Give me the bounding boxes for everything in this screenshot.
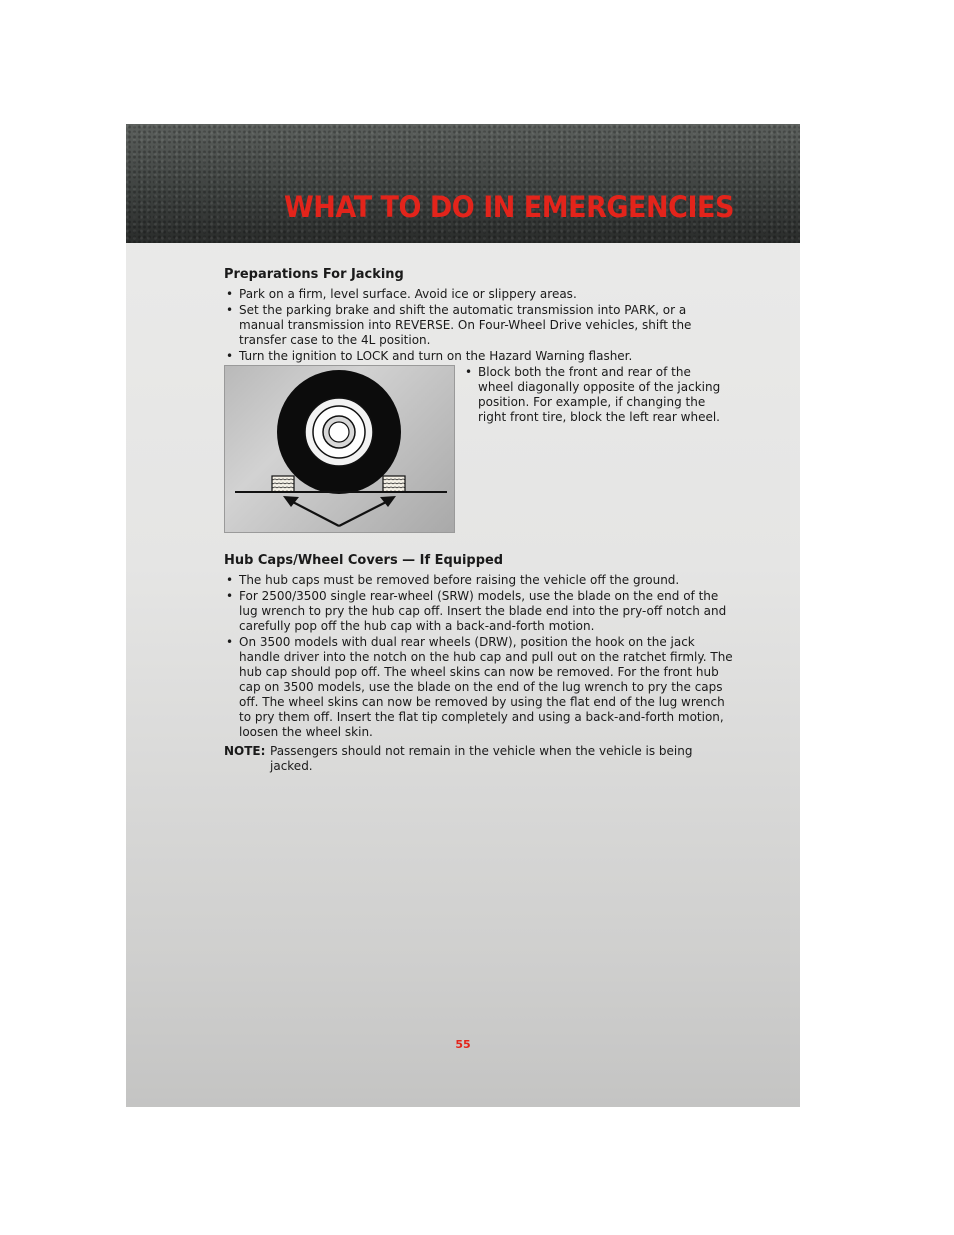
manual-page — [126, 124, 800, 1107]
heading-hub-caps-wheel-covers: Hub Caps/Wheel Covers — If Equipped — [224, 552, 504, 568]
wheel-chock-icon — [383, 476, 405, 492]
section-title: WHAT TO DO IN EMERGENCIES — [284, 190, 734, 224]
note-label: NOTE: — [224, 744, 266, 758]
hubcaps-section — [224, 552, 734, 774]
jacking-bullet-list — [224, 287, 734, 364]
page-content — [224, 266, 734, 774]
section-header-banner — [126, 124, 800, 243]
side-bullet-list — [463, 365, 725, 426]
list-item: • Set the parking brake and shift the automatic transmission into PARK, or a manual transmission into REVERSE. On Four-Wheel Drive vehicles, shift the transfer case to the 4L position. — [224, 303, 734, 348]
hubcaps-bullet-list — [224, 573, 734, 740]
list-item: • Turn the ignition to LOCK and turn on the Hazard Warning flasher. — [224, 349, 734, 364]
note — [224, 744, 734, 774]
list-item: • Block both the front and rear of the wheel diagonally opposite of the jacking position. For example, if changing the right front tire, block the left rear wheel. — [463, 365, 725, 425]
list-item: • On 3500 models with dual rear wheels (DRW), position the hook on the jack handle driver into the notch on the hub cap and pull out on the ratchet firmly. The hub cap should pop off. The wheel skins can now be removed. For the front hub cap on 3500 models, use the blade on the end of the lug wrench to pry the caps off. The wheel skins can now be removed by using the flat end of the lug wrench to pry them off. Insert the flat tip completely and using a back-and-forth motion, loosen the wheel skin. — [224, 635, 734, 740]
wheel-blocked-illustration — [224, 365, 455, 533]
heading-preparations-for-jacking: Preparations For Jacking — [224, 266, 404, 282]
list-item: • Park on a firm, level surface. Avoid ice or slippery areas. — [224, 287, 734, 302]
list-item: • The hub caps must be removed before raising the vehicle off the ground. — [224, 573, 734, 588]
list-item: • For 2500/3500 single rear-wheel (SRW) models, use the blade on the end of the lug wrench to pry the hub cap off. Insert the blade end into the pry-off notch and carefully pop off the hub cap with a back-and-forth motion. — [224, 589, 734, 634]
wheel-chock-icon — [272, 476, 294, 492]
figure-row — [224, 365, 734, 533]
page-number: 55 — [455, 1038, 471, 1051]
note-text: Passengers should not remain in the vehicle when the vehicle is being jacked. — [270, 744, 693, 773]
